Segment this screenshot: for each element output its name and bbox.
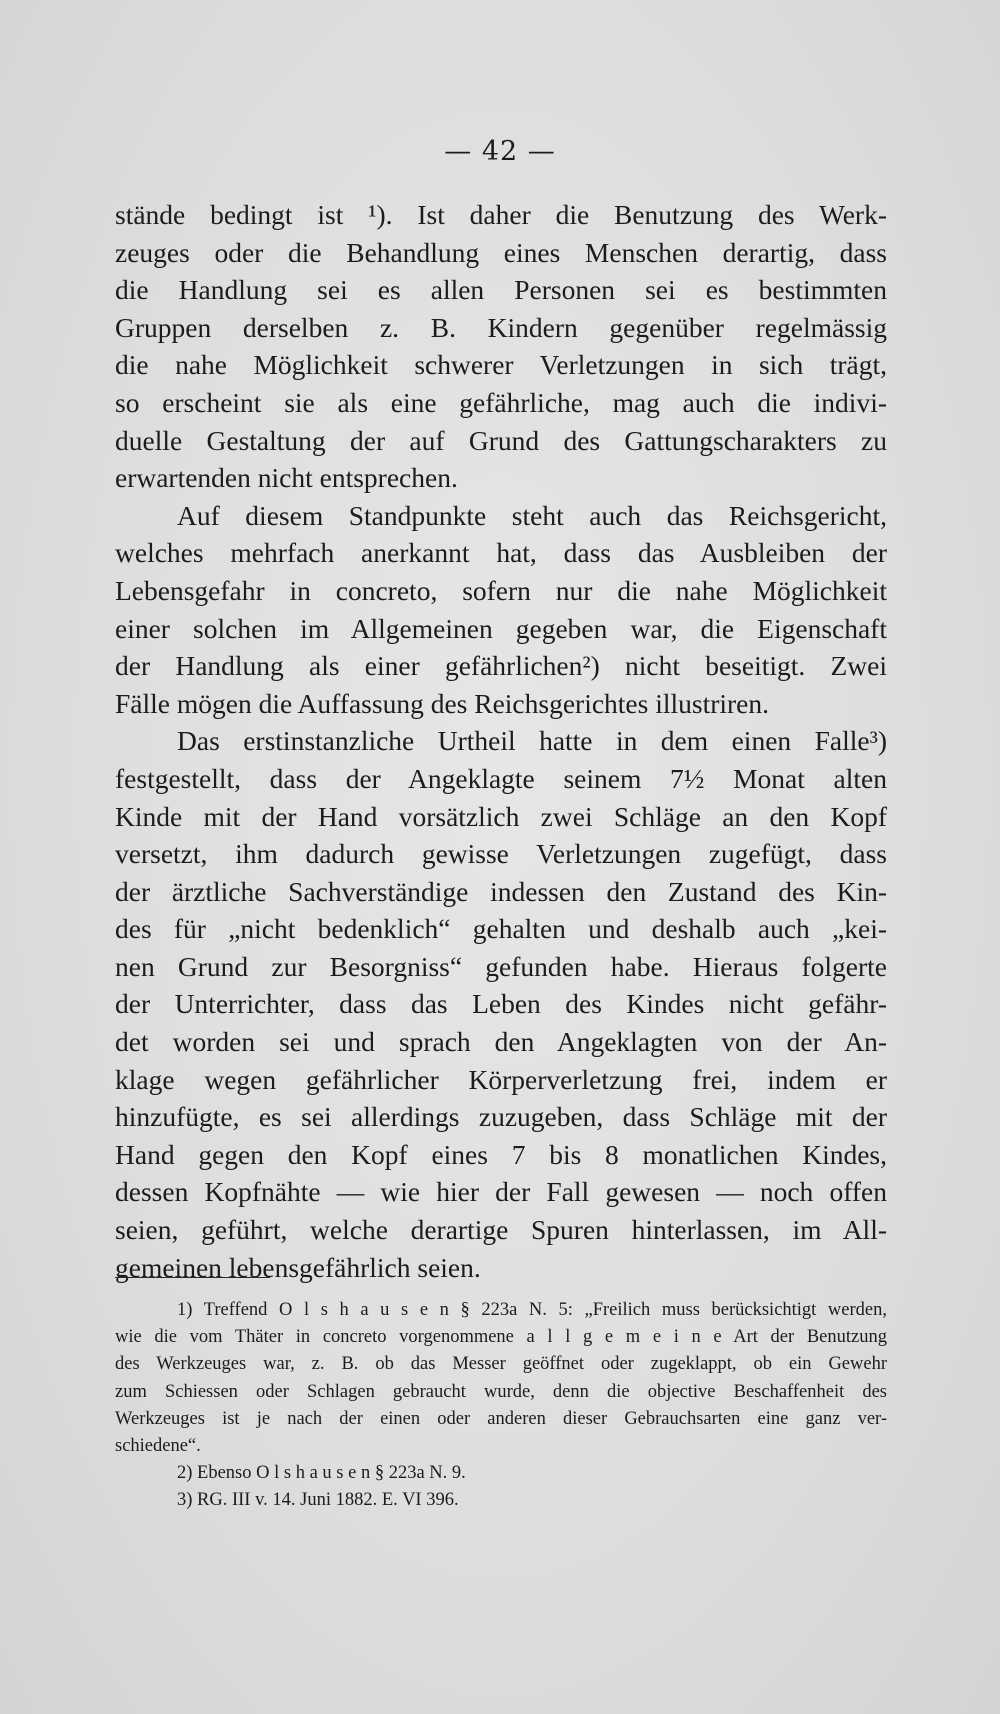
footnote-line: 2) Ebenso O l s h a u s e n § 223a N. 9.: [177, 1463, 466, 1484]
text-line: hinzufügte, es sei allerdings zuzugeben, dass Schläge mit der: [115, 1101, 887, 1133]
text-line: nen Grund zur Besorgniss“ gefunden habe. Hieraus folgerte: [115, 950, 887, 982]
text-line: zeuges oder die Behandlung eines Menschen derartig, dass: [115, 236, 887, 268]
text-line: die nahe Möglichkeit schwerer Verletzungen in sich trägt,: [115, 349, 887, 381]
text-line: einer solchen im Allgemeinen gegeben war, die Eigenschaft: [115, 612, 887, 644]
text-line: Lebensgefahr in concreto, sofern nur die nahe Möglichkeit: [115, 574, 887, 606]
text-line: Gruppen derselben z. B. Kindern gegenüber regelmässig: [115, 311, 887, 343]
text-line: Hand gegen den Kopf eines 7 bis 8 monatlichen Kindes,: [115, 1138, 887, 1170]
text-line: die Handlung sei es allen Personen sei es bestimmten: [115, 274, 887, 306]
text-line: Fälle mögen die Auffassung des Reichsgerichtes illustriren.: [115, 687, 770, 719]
text-line: so erscheint sie als eine gefährliche, mag auch die indivi-: [115, 386, 887, 418]
text-line: dessen Kopfnähte — wie hier der Fall gewesen — noch offen: [115, 1176, 887, 1208]
text-line: welches mehrfach anerkannt hat, dass das Ausbleiben der: [115, 537, 887, 569]
footnote-line: 1) Treffend O l s h a u s e n § 223a N. 5: „Freilich muss berücksichtigt werden,: [177, 1300, 887, 1320]
text-line: stände bedingt ist ¹). Ist daher die Benutzung des Werk-: [115, 199, 887, 230]
text-line: versetzt, ihm dadurch gewisse Verletzungen zugefügt, dass: [115, 838, 887, 870]
text-line: seien, geführt, welche derartige Spuren hinterlassen, im All-: [115, 1214, 887, 1246]
text-line: Das erstinstanzliche Urtheil hatte in dem einen Falle³): [177, 725, 887, 757]
text-line: des für „nicht bedenklich“ gehalten und deshalb auch „kei-: [115, 913, 887, 945]
footnotes: [115, 1297, 887, 1515]
footnote-line: des Werkzeuges war, z. B. ob das Messer geöffnet oder zugeklappt, ob ein Gewehr: [115, 1354, 887, 1375]
text-line: der Handlung als einer gefährlichen²) nicht beseitigt. Zwei: [115, 650, 887, 682]
page-number: — 42 —: [444, 136, 556, 167]
text-line: det worden sei und sprach den Angeklagten von der An-: [115, 1026, 887, 1058]
text-line: klage wegen gefährlicher Körperverletzung frei, indem er: [115, 1063, 887, 1095]
text-line: festgestellt, dass der Angeklagte seinem 7½ Monat alten: [115, 762, 887, 794]
text-line: duelle Gestaltung der auf Grund des Gattungscharakters zu: [115, 424, 887, 456]
text-line: erwartenden nicht entsprechen.: [115, 462, 458, 494]
footnote-line: 3) RG. III v. 14. Juni 1882. E. VI 396.: [177, 1490, 459, 1511]
text-line: der Unterrichter, dass das Leben des Kindes nicht gefähr-: [115, 988, 887, 1020]
footnote-line: zum Schiessen oder Schlagen gebraucht wurde, denn die objective Beschaffenheit des: [115, 1381, 887, 1402]
text-line: Kinde mit der Hand vorsätzlich zwei Schläge an den Kopf: [115, 800, 887, 832]
text-line: Auf diesem Standpunkte steht auch das Reichsgericht,: [177, 499, 887, 531]
footnote-line: schiedene“.: [115, 1435, 201, 1456]
footnote-divider: [115, 1277, 270, 1278]
footnote-line: Werkzeuges ist je nach der einen oder anderen dieser Gebrauchsarten eine ganz ver-: [115, 1408, 887, 1429]
text-line: gemeinen lebensgefährlich seien.: [115, 1251, 481, 1283]
text-line: der ärztliche Sachverständige indessen den Zustand des Kin-: [115, 875, 887, 907]
footnote-line: wie die vom Thäter in concreto vorgenommene a l l g e m e i n e Art der Benutzung: [115, 1327, 887, 1348]
body-text: [115, 196, 887, 1286]
